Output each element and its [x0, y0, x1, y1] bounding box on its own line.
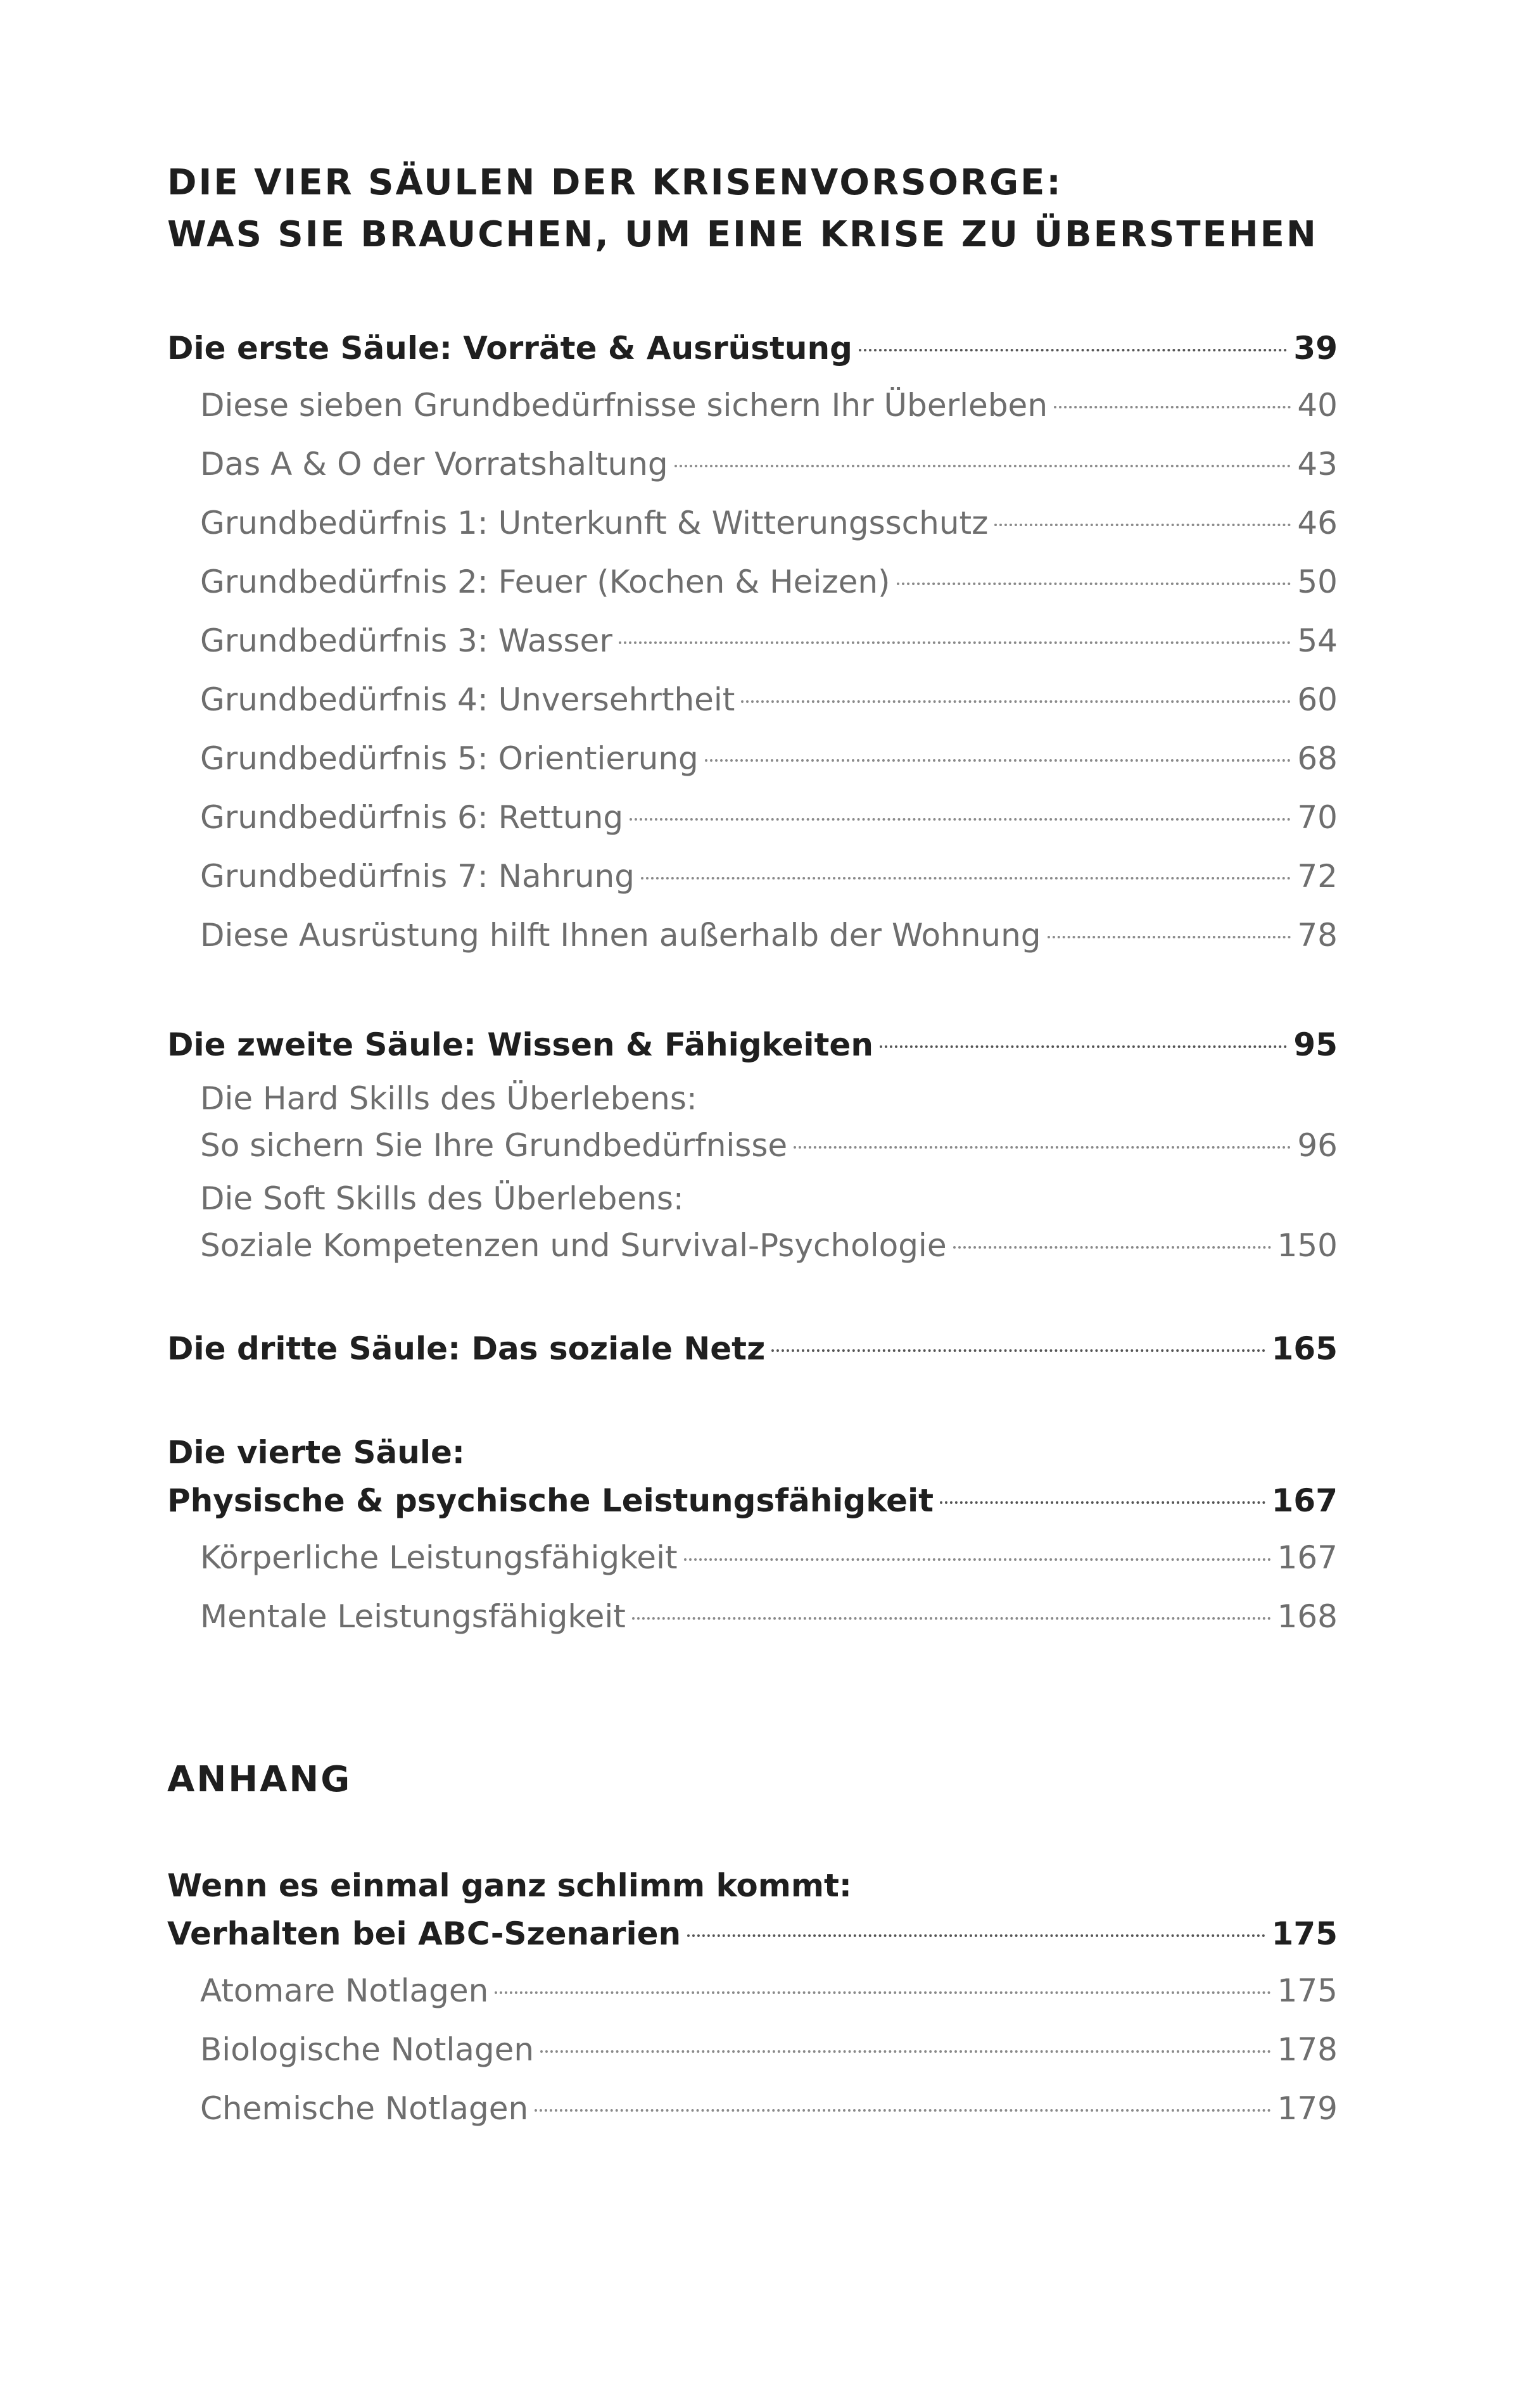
toc-page-number: 46 — [1297, 505, 1338, 541]
toc-entry-sub[interactable] — [167, 788, 1338, 847]
toc-page-number: 40 — [1297, 387, 1338, 424]
toc-section-2 — [167, 1021, 1338, 1269]
dot-leader — [1048, 936, 1291, 938]
dot-leader — [794, 1146, 1291, 1149]
toc-page-number: 167 — [1277, 1539, 1338, 1576]
dot-leader — [684, 1558, 1271, 1561]
toc-entry-sub[interactable] — [167, 2020, 1338, 2079]
toc-entry-sub[interactable] — [167, 612, 1338, 671]
dot-leader — [771, 1349, 1265, 1352]
toc-entry-sub[interactable] — [167, 435, 1338, 494]
toc-page-number: 60 — [1297, 681, 1338, 718]
toc-entry-title-line-1: Wenn es einmal ganz schlimm kommt: — [167, 1867, 852, 1904]
toc-page-number: 96 — [1297, 1127, 1338, 1164]
dot-leader — [632, 1617, 1271, 1620]
toc-entry-sub[interactable] — [167, 1529, 1338, 1587]
toc-entry-main[interactable] — [167, 1910, 1338, 1958]
dot-leader — [897, 583, 1291, 585]
toc-page-number: 54 — [1297, 622, 1338, 659]
toc-entry-main[interactable] — [167, 1477, 1338, 1525]
toc-entry-label: Das A & O der Vorratshaltung — [200, 446, 668, 482]
toc-section-appendix — [167, 1862, 1338, 2138]
toc-page-number: 68 — [1297, 740, 1338, 777]
dot-leader — [619, 641, 1291, 644]
toc-entry-label: Grundbedürfnis 6: Rettung — [200, 799, 624, 836]
toc-entry-label: Grundbedürfnis 2: Feuer (Kochen & Heizen) — [200, 564, 890, 600]
toc-entry-sub[interactable] — [167, 494, 1338, 553]
dot-leader — [674, 465, 1291, 467]
dot-leader — [880, 1045, 1287, 1048]
toc-entry-main[interactable] — [167, 1021, 1338, 1069]
dot-leader — [687, 1934, 1265, 1937]
toc-entry-sub[interactable] — [167, 906, 1338, 965]
toc-page-number: 150 — [1277, 1227, 1338, 1264]
toc-entry-title: Die erste Säule: Vorräte & Ausrüstung — [167, 330, 852, 367]
toc-page-number: 70 — [1297, 799, 1338, 836]
dot-leader — [641, 877, 1291, 879]
toc-page-number: 179 — [1277, 2090, 1338, 2127]
toc-entry-sub[interactable] — [167, 376, 1338, 435]
toc-page-number: 43 — [1297, 446, 1338, 482]
dot-leader — [859, 349, 1288, 351]
toc-entry-main[interactable] — [167, 324, 1338, 372]
dot-leader — [495, 1991, 1270, 1994]
dot-leader — [741, 700, 1291, 703]
dot-leader — [940, 1501, 1265, 1504]
table-of-contents — [167, 157, 1338, 2138]
toc-entry-label: Diese Ausrüstung hilft Ihnen außerhalb der Wohnung — [200, 917, 1041, 954]
toc-entry-main[interactable] — [167, 1325, 1338, 1373]
toc-entry-sub[interactable] — [167, 847, 1338, 906]
part-heading-line-1: DIE VIER SÄULEN DER KRISENVORSORGE: — [167, 162, 1063, 203]
toc-page-number: 165 — [1271, 1330, 1338, 1367]
toc-entry-label: So sichern Sie Ihre Grundbedürfnisse — [200, 1127, 788, 1164]
toc-entry-sub[interactable] — [167, 671, 1338, 729]
toc-entry-label: Grundbedürfnis 4: Unversehrtheit — [200, 681, 735, 718]
toc-section-1 — [167, 324, 1338, 965]
toc-entry-sub[interactable] — [167, 729, 1338, 788]
toc-page-number: 78 — [1297, 917, 1338, 954]
toc-page-number: 39 — [1293, 330, 1338, 367]
appendix-heading — [167, 1754, 1338, 1806]
toc-entry-label: Grundbedürfnis 1: Unterkunft & Witterungsschutz — [200, 505, 989, 541]
toc-entry-title: Physische & psychische Leistungsfähigkeit — [167, 1482, 934, 1519]
toc-section-4 — [167, 1428, 1338, 1646]
toc-entry-label: Atomare Notlagen — [200, 1972, 489, 2009]
toc-page-number: 175 — [1271, 1915, 1338, 1952]
toc-page-number: 167 — [1271, 1482, 1338, 1519]
part-heading — [167, 157, 1338, 261]
toc-entry-title: Die dritte Säule: Das soziale Netz — [167, 1330, 766, 1367]
toc-entry-label: Grundbedürfnis 5: Orientierung — [200, 740, 699, 777]
toc-page-number: 72 — [1297, 858, 1338, 895]
toc-entry-label: Mentale Leistungsfähigkeit — [200, 1598, 626, 1635]
appendix-heading-text: ANHANG — [167, 1759, 352, 1800]
toc-page-number: 50 — [1297, 564, 1338, 600]
toc-page-number: 178 — [1277, 2031, 1338, 2068]
toc-page-number: 168 — [1277, 1598, 1338, 1635]
toc-entry-label-line-1: Die Hard Skills des Überlebens: — [200, 1080, 697, 1117]
toc-section-3 — [167, 1325, 1338, 1373]
toc-entry-label: Soziale Kompetenzen und Survival-Psychologie — [200, 1227, 947, 1264]
toc-page-number: 175 — [1277, 1972, 1338, 2009]
dot-leader — [535, 2109, 1270, 2112]
toc-entry-label-line-1: Die Soft Skills des Überlebens: — [200, 1180, 684, 1217]
toc-entry-sub[interactable] — [167, 2079, 1338, 2138]
dot-leader — [994, 524, 1291, 526]
toc-entry-sub[interactable] — [167, 1122, 1338, 1169]
toc-entry-sub[interactable] — [167, 1962, 1338, 2020]
toc-page-number: 95 — [1293, 1026, 1338, 1063]
dot-leader — [1054, 406, 1291, 408]
dot-leader — [705, 759, 1291, 762]
dot-leader — [630, 818, 1291, 821]
toc-entry-title: Die zweite Säule: Wissen & Fähigkeiten — [167, 1026, 873, 1063]
toc-entry-label: Biologische Notlagen — [200, 2031, 535, 2068]
dot-leader — [953, 1246, 1271, 1249]
toc-entry-sub[interactable] — [167, 1222, 1338, 1269]
toc-entry-title-line-1: Die vierte Säule: — [167, 1434, 465, 1471]
toc-entry-sub[interactable] — [167, 1587, 1338, 1646]
toc-entry-label: Chemische Notlagen — [200, 2090, 529, 2127]
part-heading-line-2: WAS SIE BRAUCHEN, UM EINE KRISE ZU ÜBERSTEHEN — [167, 214, 1318, 255]
toc-entry-label: Körperliche Leistungsfähigkeit — [200, 1539, 678, 1576]
toc-entry-label: Diese sieben Grundbedürfnisse sichern Ihr Überleben — [200, 387, 1048, 424]
toc-entry-sub[interactable] — [167, 553, 1338, 612]
toc-entry-label: Grundbedürfnis 7: Nahrung — [200, 858, 635, 895]
dot-leader — [540, 2050, 1270, 2053]
toc-entry-label: Grundbedürfnis 3: Wasser — [200, 622, 612, 659]
toc-entry-title: Verhalten bei ABC-Szenarien — [167, 1915, 681, 1952]
